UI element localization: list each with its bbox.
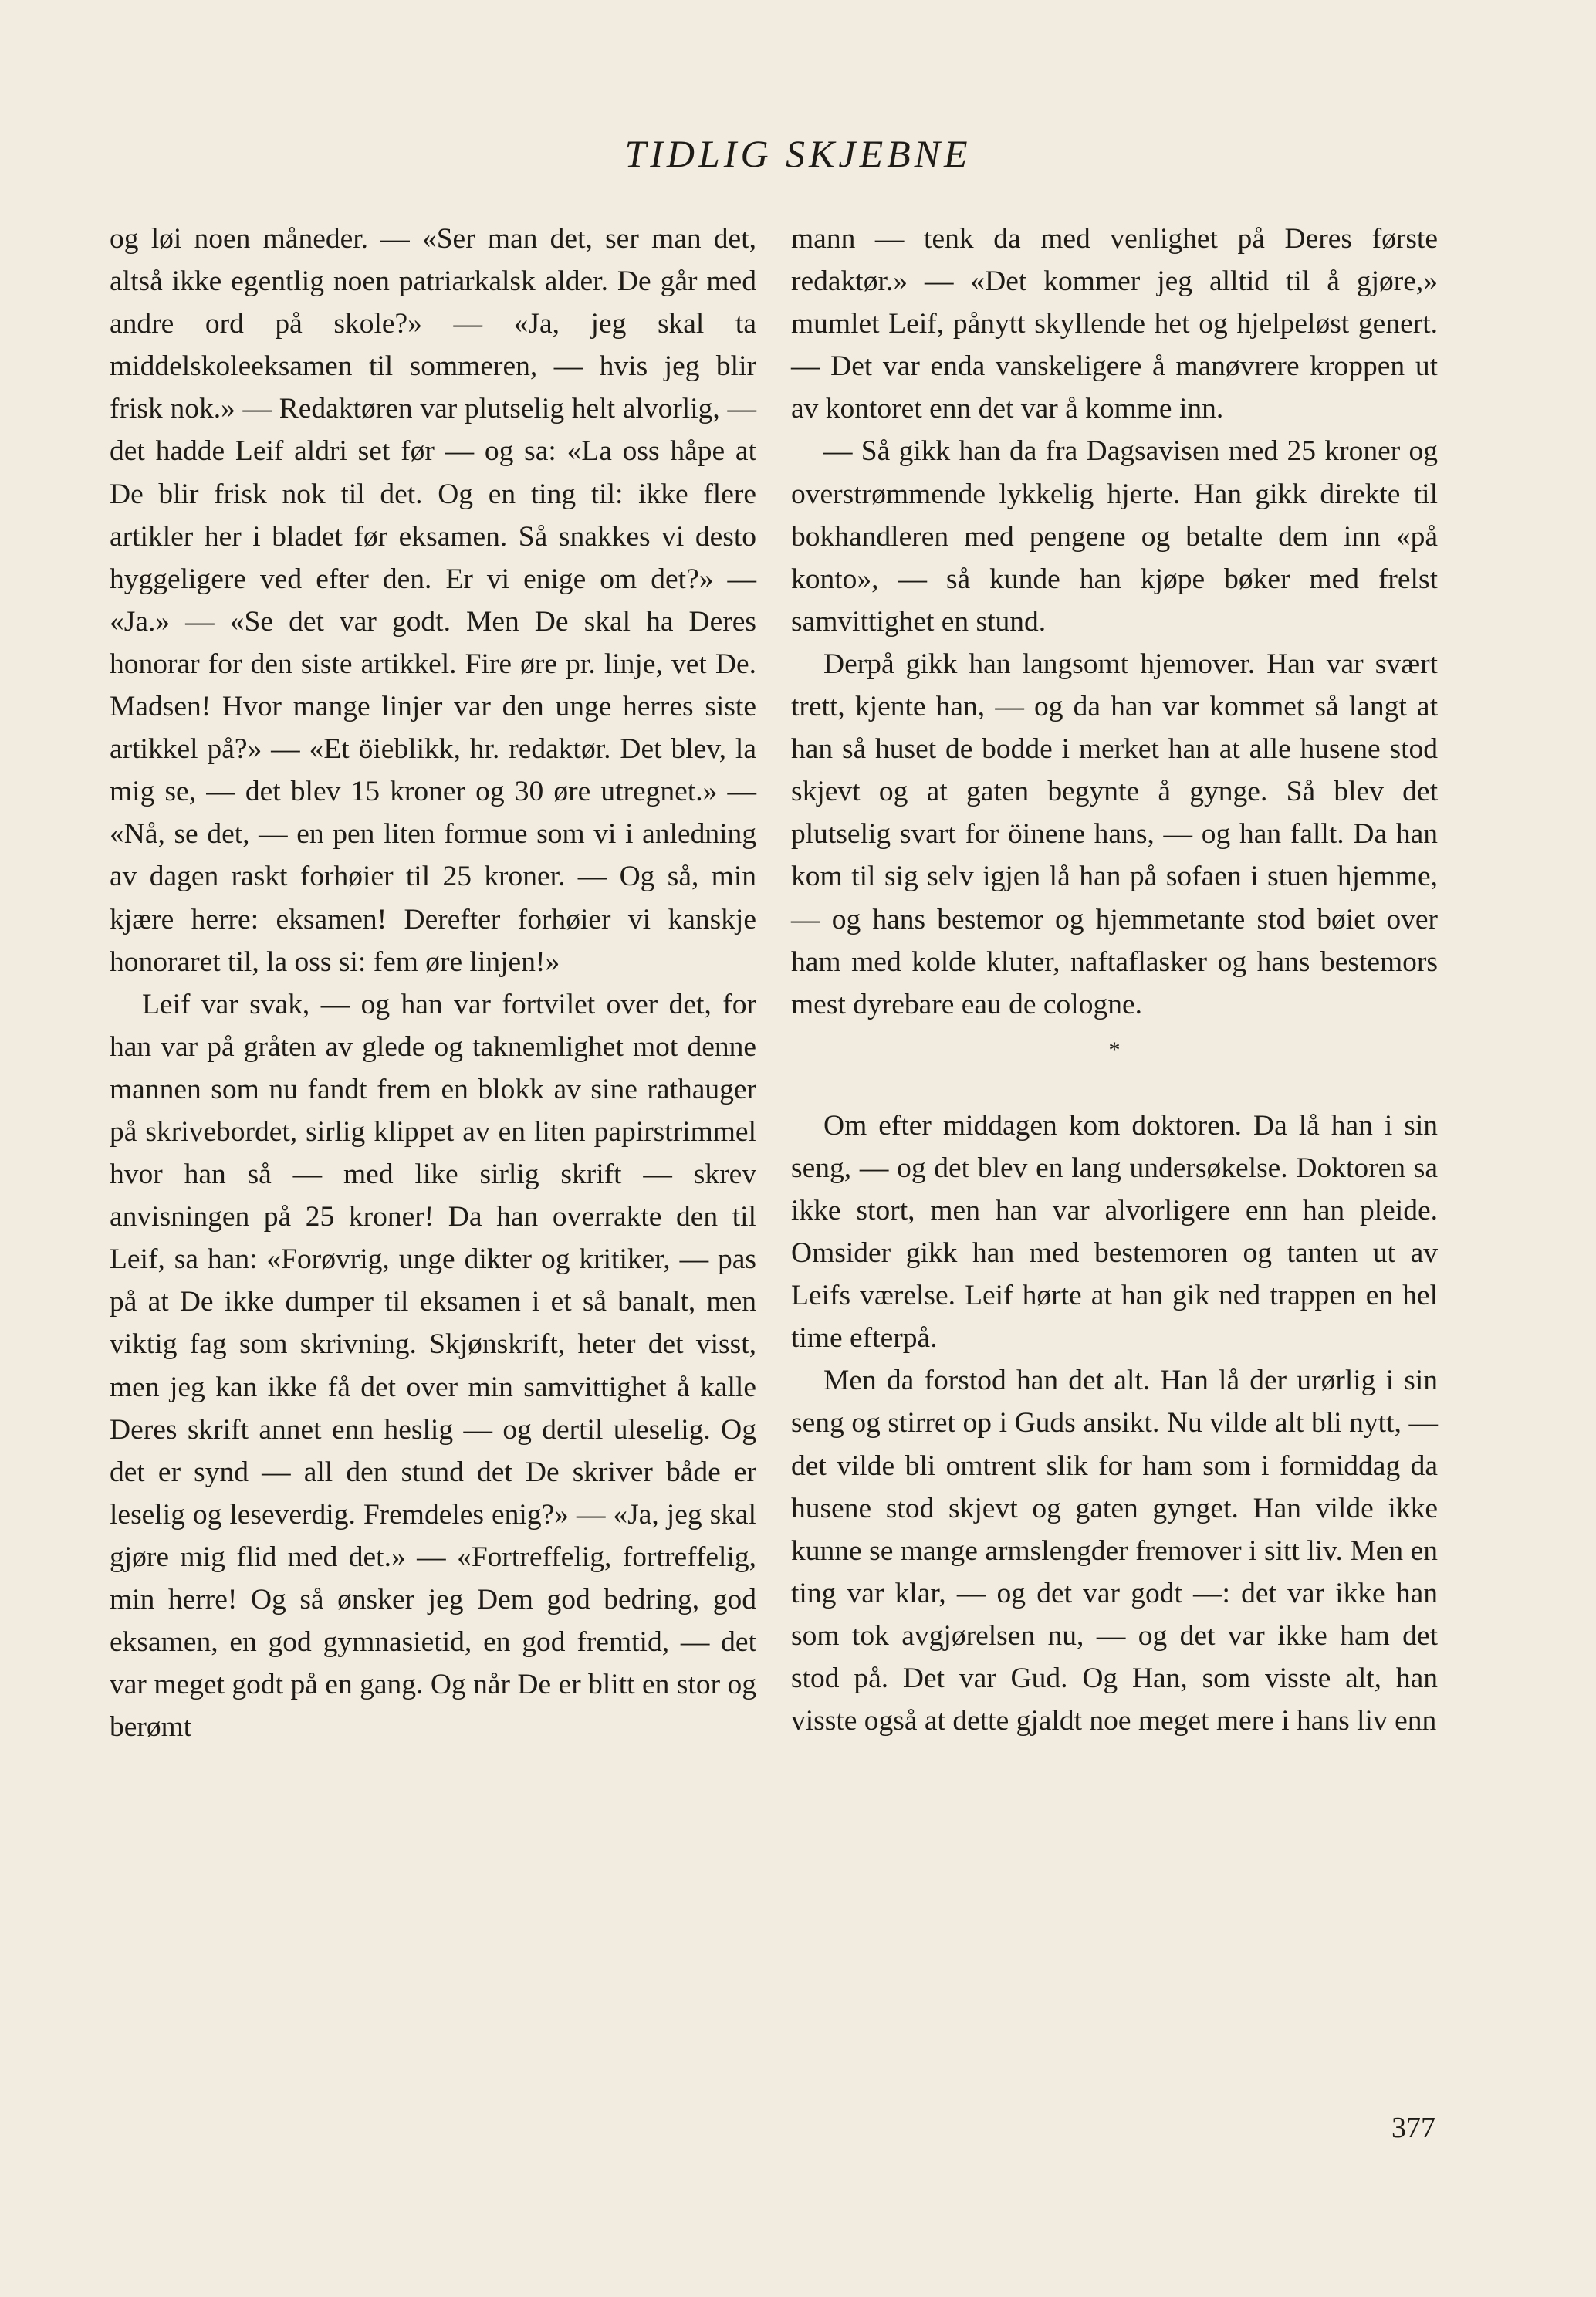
paragraph: Leif var svak, — og han var fortvilet over det, for han var på gråten av glede og taknemlighet mot denne mannen som nu fandt frem en blokk av sine rathauger på skrivebordet, sirlig klippet av en liten papirstrimmel hvor han så — med like sirlig skrift — skrev anvisningen på 25 kroner! Da han overrakte den til Leif, sa han: «Forøvrig, unge dikter og kritiker, — pas på at De ikke dumper til eksamen i et så banalt, men viktig fag som skrivning. Skjønskrift, heter det visst, men jeg kan ikke få det over min samvittighet å kalle Deres skrift annet enn heslig — og dertil uleselig. Og det er synd — all den stund det De skriver både er leselig og leseverdig. Fremdeles enig?» — «Ja, jeg skal gjøre mig flid med det.» — «Fortreffelig, fortreffelig, min herre! Og så ønsker jeg Dem god bedring, god eksamen, en god gymnasietid, en god fremtid, — det var meget godt på en gang. Og når De er blitt en stor og berømt: [110, 988, 756, 1744]
right-column: [791, 218, 1438, 1742]
paragraph: Derpå gikk han langsomt hjemover. Han var svært trett, kjente han, — og da han var kommet så langt at han så huset de bodde i merket han at alle husene stod skjevt og at gaten begynte å gynge. Så blev det plutselig svart for öinene hans, — og han fallt. Da han kom til sig selv igjen lå han på sofaen i stuen hjemme, — og hans bestemor og hjemmetante stod bøiet over ham med kolde kluter, naftaflasker og hans bestemors mest dyrebare eau de cologne.: [791, 648, 1438, 1020]
paragraph: mann — tenk da med venlighet på Deres første redaktør.» — «Det kommer jeg alltid til å gjøre,» mumlet Leif, pånytt skyllende het og hjelpeløst genert. — Det var enda vanskeligere å manøvrere kroppen ut av kontoret enn det var å komme inn.: [791, 223, 1438, 425]
section-break-asterisk: *: [1108, 1037, 1121, 1063]
paragraph: og løi noen måneder. — «Ser man det, ser man det, altså ikke egentlig noen patriarkalsk alder. De går med andre ord på skole?» — «Ja, jeg skal ta middelskoleeksamen til sommeren, — hvis jeg blir frisk nok.» — Redaktøren var plutselig helt alvorlig, — det hadde Leif aldri set før — og sa: «La oss håpe at De blir frisk nok til det. Og en ting til: ikke flere artikler her i bladet før eksamen. Så snakkes vi desto hyggeligere ved efter den. Er vi enige om det?» — «Ja.» — «Se det var godt. Men De skal ha Deres honorar for den siste artikkel. Fire øre pr. linje, vet De. Madsen! Hvor mange linjer var den unge herres siste artikkel på?» — «Et öieblikk, hr. redaktør. Det blev, la mig se, — det blev 15 kroner og 30 øre utregnet.» — «Nå, se det, — en pen liten formue som vi i anledning av dagen raskt forhøier til 25 kroner. — Og så, min kjære herre: eksamen! Derefter forhøier vi kanskje honoraret til, la oss si: fem øre linjen!»: [110, 223, 756, 978]
paragraph: Men da forstod han det alt. Han lå der urørlig i sin seng og stirret op i Guds ansikt. Nu vilde alt bli nytt, — det vilde bli omtrent slik for ham som i formiddag da husene stod skjevt og gaten gynget. Han vilde ikke kunne se mange armslengder fremover i sitt liv. Men en ting var klar, — og det var godt —: det var ikke han som tok avgjørelsen nu, — og det var ikke ham det stod på. Det var Gud. Og Han, som visste alt, han visste også at dette gjaldt noe meget mere i hans liv enn: [791, 1365, 1438, 1737]
page-number: 377: [1391, 2112, 1435, 2144]
left-column: [110, 218, 756, 1748]
paragraph: — Så gikk han da fra Dagsavisen med 25 kroner og overstrømmende lykkelig hjerte. Han gikk direkte til bokhandleren med pengene og betalte dem inn «på konto», — så kunde han kjøpe bøker med frelst samvittighet en stund.: [791, 435, 1438, 638]
running-title: TIDLIG SKJEBNE: [624, 132, 972, 175]
paragraph: Om efter middagen kom doktoren. Da lå han i sin seng, — og det blev en lang undersøkelse. Doktoren sa ikke stort, men han var alvorligere enn han pleide. Omsider gikk han med bestemoren og tanten ut av Leifs værelse. Leif hørte at han gik ned trappen en hel time efterpå.: [791, 1109, 1438, 1355]
